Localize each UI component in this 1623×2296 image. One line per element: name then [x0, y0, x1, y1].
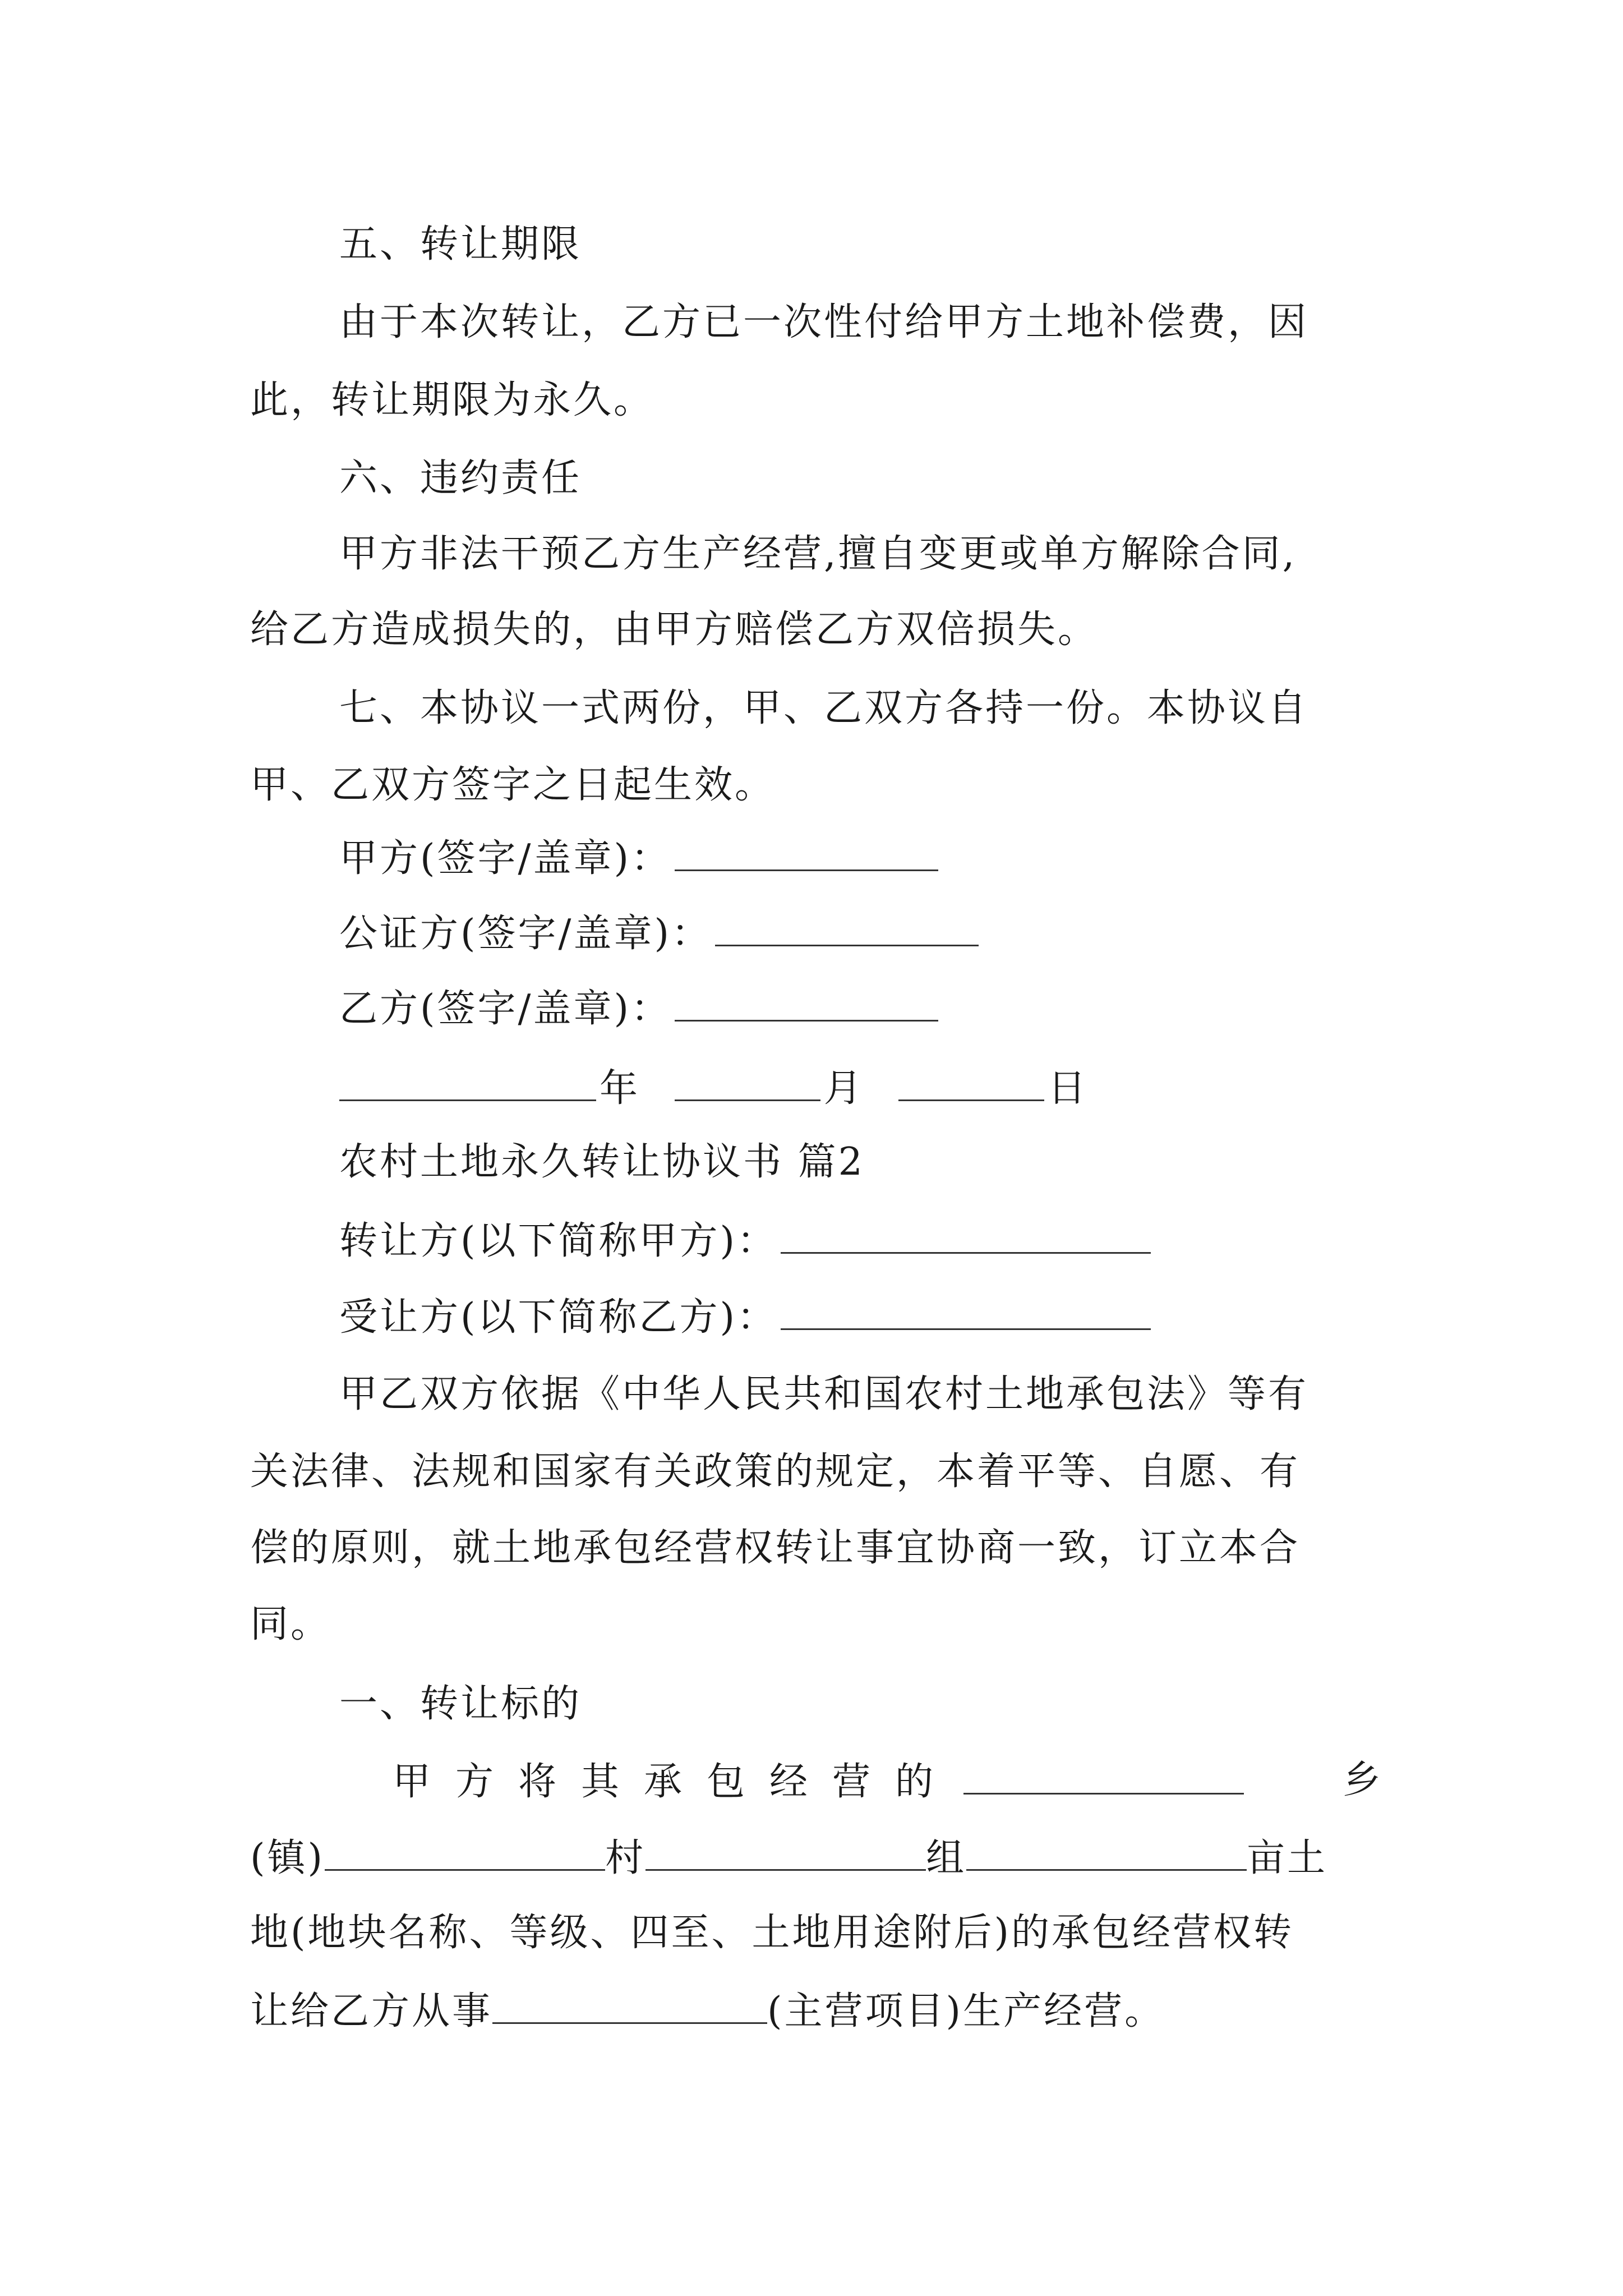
project-blank[interactable]	[492, 1983, 767, 2024]
clause1-line-4	[250, 1983, 1165, 2037]
paragraph-line: 由于本次转让，乙方已一次性付给甲方土地补偿费，因	[339, 300, 1309, 344]
date-day-label: 日	[1048, 1066, 1089, 1111]
transferor-label: 转让方(以下简称甲方)：	[339, 1219, 778, 1263]
paragraph-line: 给乙方造成损失的，由甲方赔偿乙方双倍损失。	[250, 608, 1099, 652]
paragraph-line: 此，转让期限为永久。	[250, 378, 654, 422]
signature-notary-label: 公证方(签字/盖章)：	[339, 912, 712, 956]
clause1-township-unit: 乡	[1342, 1758, 1383, 1802]
town-blank[interactable]	[325, 1830, 605, 1871]
clause1-engage-label: 让给乙方从事	[250, 1989, 493, 2033]
clause1-town-label: (镇)	[250, 1836, 325, 1880]
transferee-blank[interactable]	[781, 1289, 1151, 1330]
signature-date	[339, 1060, 1088, 1114]
signature-party-a-label: 甲方(签字/盖章)：	[339, 836, 671, 881]
township-blank[interactable]	[963, 1754, 1244, 1795]
section-title: 农村土地永久转让协议书 篇2	[339, 1140, 865, 1184]
signature-notary	[339, 905, 982, 959]
preamble-line: 关法律、法规和国家有关政策的规定，本着平等、自愿、有	[250, 1450, 1301, 1494]
signature-party-b-blank[interactable]	[675, 981, 938, 1022]
preamble-line: 同。	[250, 1602, 331, 1646]
date-year-blank[interactable]	[339, 1060, 596, 1101]
clause1-group-label: 组	[926, 1836, 967, 1880]
date-month-blank[interactable]	[675, 1060, 820, 1101]
section-heading-liability: 六、违约责任	[339, 456, 582, 500]
signature-party-a-blank[interactable]	[675, 830, 938, 871]
transferee-line	[339, 1289, 1154, 1343]
preamble-line: 偿的原则，就土地承包经营权转让事宜协商一致，订立本合	[250, 1526, 1301, 1570]
clause1-text: 甲方将其承包经营的	[393, 1760, 958, 1804]
clause-heading: 一、转让标的	[339, 1682, 582, 1726]
signature-notary-blank[interactable]	[715, 905, 979, 946]
clause1-mu-label: 亩土	[1247, 1836, 1328, 1880]
date-year-label: 年	[600, 1066, 640, 1111]
paragraph-line: 甲、乙双方签字之日起生效。	[250, 763, 776, 807]
clause1-project-label: (主营项目)生产经营。	[767, 1989, 1165, 2033]
paragraph-line: 甲方非法干预乙方生产经营,擅自变更或单方解除合同,	[339, 532, 1297, 576]
signature-party-a	[339, 830, 942, 884]
clause1-village-label: 村	[605, 1836, 646, 1880]
date-day-blank[interactable]	[898, 1060, 1044, 1101]
clause1-line-1	[393, 1754, 1383, 1807]
village-blank[interactable]	[645, 1830, 926, 1871]
signature-party-b-label: 乙方(签字/盖章)：	[339, 987, 671, 1031]
signature-party-b	[339, 981, 942, 1034]
transferor-line	[339, 1213, 1154, 1267]
clause1-line-2	[250, 1830, 1327, 1884]
transferee-label: 受让方(以下简称乙方)：	[339, 1295, 778, 1340]
transferor-blank[interactable]	[781, 1213, 1151, 1254]
mu-blank[interactable]	[966, 1830, 1247, 1871]
date-month-label: 月	[823, 1066, 864, 1111]
preamble-line: 甲乙双方依据《中华人民共和国农村土地承包法》等有	[339, 1372, 1309, 1416]
paragraph-line: 七、本协议一式两份，甲、乙双方各持一份。本协议自	[339, 686, 1309, 730]
clause1-line-3: 地(地块名称、等级、四至、土地用途附后)的承包经营权转	[250, 1911, 1294, 1955]
section-heading-term: 五、转让期限	[339, 222, 582, 266]
